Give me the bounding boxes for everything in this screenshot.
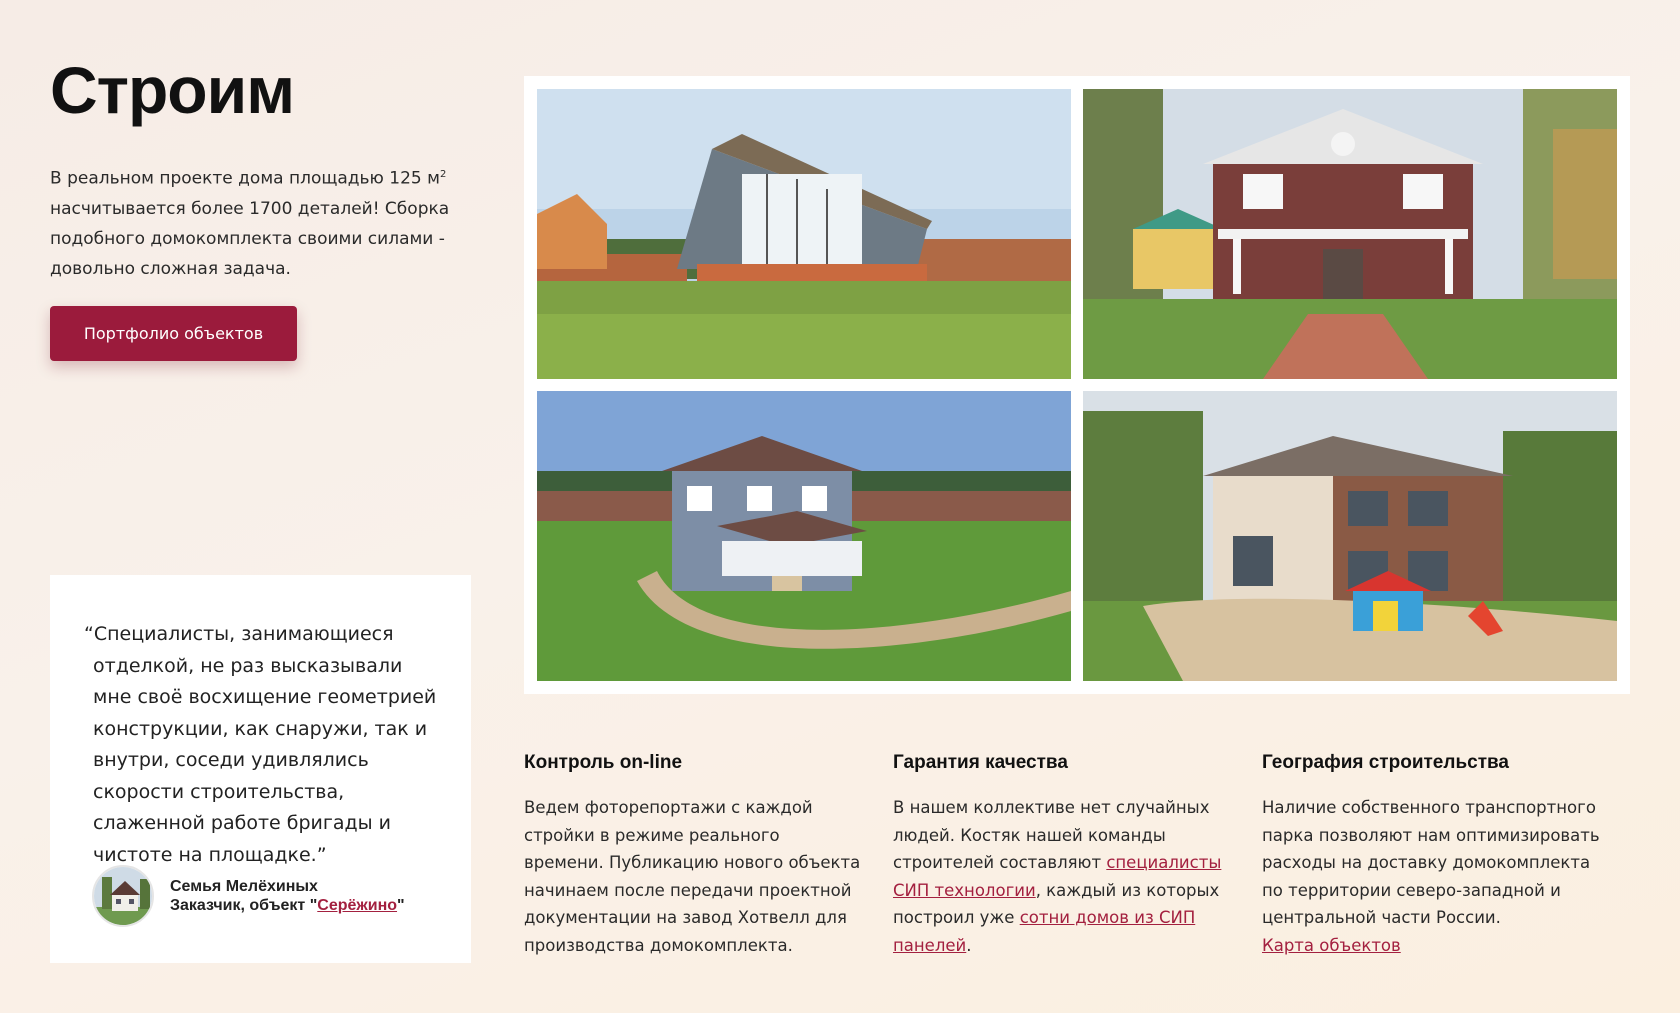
lead-sup: 2 [439,169,447,180]
house-photo-4[interactable] [1083,391,1617,681]
objects-map-link[interactable]: Карта объектов [1262,935,1401,955]
feature-text-part: , каждый из которых построил уже [893,880,1220,927]
author-role [170,896,405,915]
feature-quality-guarantee [893,752,1233,959]
feature-title: Контроль on-line [524,752,683,773]
house-photo-2[interactable] [1083,89,1617,379]
feature-text [1262,794,1602,959]
feature-text: Ведем фоторепортажи с каждой стройки в режиме реального времени. Публикацию нового объекта начинаем после передачи проектной документации на завод Хотвелл для производства домокомплекта. [524,798,861,955]
testimonial-text [84,619,444,871]
avatar [92,865,154,927]
lead-rest: насчитывается более 1700 деталей! Сборка подобного домокомплекта своими силами - довольно сложная задача. [50,198,450,279]
sip-houses-link[interactable]: сотни домов из СИП панелей [893,908,1196,955]
lead-paragraph [50,160,450,284]
author-name: Семья Мелёхиных [170,878,318,895]
close-quote: ” [316,843,327,866]
lead-text: В реальном проекте дома площадью 125 м [50,168,440,189]
feature-online-control [524,752,864,959]
feature-title: География строительства [1262,752,1509,773]
feature-text-part: . [966,935,972,955]
portfolio-button[interactable]: Портфолио объектов [50,306,297,361]
feature-text [893,794,1233,959]
house-photo-3[interactable] [537,391,1071,681]
page-title: Строим [50,53,295,127]
object-link-serezhino[interactable]: Серёжино [317,897,398,914]
sip-specialists-link[interactable]: специалисты СИП технологии [893,853,1222,900]
house-photo-1[interactable] [537,89,1071,379]
photo-gallery [524,76,1630,694]
author-role-prefix: Заказчик, объект " [170,897,318,914]
open-quote: “ [84,623,94,645]
feature-geography [1262,752,1602,959]
author-role-suffix: " [397,897,405,914]
testimonial-author [92,865,405,927]
feature-text-body: Наличие собственного транспортного парка позволяют нам оптимизировать расходы на доставку домокомплекта по территории северо-западной и центральной части России. [1262,798,1600,927]
feature-text-part: В нашем коллективе нет случайных людей. Костяк нашей команды строителей составляют [893,798,1210,872]
feature-title: Гарантия качества [893,752,1068,773]
author-info [170,877,405,915]
quote-body: Специалисты, занимающиеся отделкой, не раз высказывали мне своё восхищение геометрией конструкции, как снаружи, так и внутри, соседи удивлялись скорости строительства, слаженной работе бригады и чистоте на площадке. [93,623,437,866]
testimonial-card [50,575,471,963]
